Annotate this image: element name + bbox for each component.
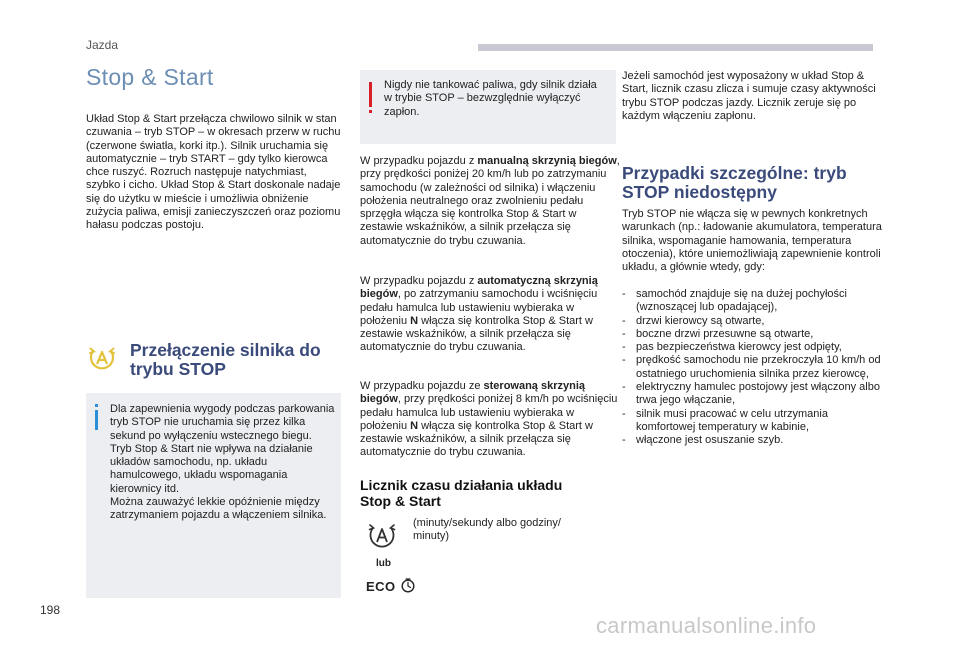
- stop-start-indicator-icon: [367, 521, 397, 549]
- list-item: - samochód znajduje się na dużej pochyłości (wznoszącej lub opadającej),: [622, 288, 884, 315]
- section-label: Jazda: [86, 38, 119, 52]
- intro-paragraph: Układ Stop & Start przełącza chwilowo silnik w stan czuwania – tryb STOP – w okresach przerw w ruchu (czerwone światła, korki itp.). Silnik uruchamia się automatycznie – tryb START – gdy tylko kierowca chce ruszyć. Rozruch następuje natychmiast, szybko i cicho. Układ Stop & Start doskonale nadaje się do użytku w mieście i umożliwia obniżenie zużycia paliwa, emisji zanieczyszczeń oraz poziomu hałasu podczas postoju.: [86, 113, 341, 232]
- manual-post: , przy prędkości poniżej 20 km/h lub po zatrzymaniu samochodu (w zależności od silnika) i włączeniu położenia neutralnego oraz zwolnieniu pedału sprzęgła włącza się kontrolka Stop & Start w zestawie wskaźników, a silnik przełącza się automatycznie do trybu czuwania.: [360, 155, 620, 247]
- eco-label: ECO: [366, 579, 396, 594]
- list-item: - elektryczny hamulec postojowy jest włączony albo trwa jego włączanie,: [622, 381, 884, 408]
- counter-heading: [360, 478, 622, 509]
- info-box-text: [110, 403, 338, 523]
- info-box: [86, 393, 341, 598]
- eco-clock-icon: [400, 578, 416, 593]
- special-cases-heading: [622, 164, 892, 202]
- stop-mode-heading: [130, 341, 350, 379]
- robot-post: włącza się kontrolka Stop & Start w zestawie wskaźników, a silnik przełącza się automatycznie do trybu czuwania.: [360, 419, 593, 459]
- manual-gearbox-paragraph: [360, 155, 622, 248]
- robotized-gearbox-paragraph: [360, 380, 622, 460]
- info-paragraph-3: Można zauważyć lekkie opóźnienie między zatrzymaniem pojazdu a włączeniem silnika.: [110, 496, 327, 522]
- watermark: carmanualsonline.info: [596, 613, 817, 638]
- conditions-list: [622, 288, 884, 448]
- info-icon-dot: [95, 404, 98, 407]
- auto-pre: W przypadku pojazdu z: [360, 275, 478, 287]
- robot-n: N: [410, 419, 419, 432]
- robot-pre: W przypadku pojazdu ze: [360, 380, 484, 392]
- manual-bold: manualną skrzynią biegów: [477, 155, 617, 167]
- special-cases-heading-line1: Przypadki szczególne: tryb: [622, 163, 847, 183]
- info-paragraph-2: Tryb Stop & Start nie wpływa na działanie układów samochodu, np. układu hamulcowego, układu wspomagania kierownicy itd.: [110, 442, 313, 495]
- stop-mode-heading-line2: trybu STOP: [130, 359, 226, 379]
- info-icon-bar: [95, 410, 98, 430]
- list-item: - drzwi kierowcy są otwarte,: [622, 315, 884, 328]
- counter-units-text: (minuty/sekundy albo godziny/ minuty): [413, 517, 561, 543]
- auto-n: N: [410, 314, 419, 327]
- auto-mid: , po zatrzymaniu samochodu i wciśnięciu pedału hamulca lub ustawieniu wybieraka w położeniu: [360, 288, 598, 327]
- list-item: - boczne drzwi przesuwne są otwarte,: [622, 328, 884, 341]
- list-item: - włączone jest osuszanie szyb.: [622, 434, 884, 447]
- manual-pre: W przypadku pojazdu z: [360, 155, 478, 167]
- special-cases-heading-line2: STOP niedostępny: [622, 182, 777, 202]
- counter-description: Jeżeli samochód jest wyposażony w układ Stop & Start, licznik czasu zlicza i sumuje czasy aktywności trybu STOP podczas jazdy. Licznik zeruje się po każdym włączeniu zapłonu.: [622, 70, 876, 122]
- warning-box: [360, 70, 616, 144]
- info-paragraph-1: Dla zapewnienia wygody podczas parkowania tryb STOP nie uruchamia się przez kilka sekund po wyłączeniu wstecznego biegu.: [110, 403, 335, 442]
- list-item: - pas bezpieczeństwa kierowcy jest odpięty,: [622, 341, 884, 354]
- eco-indicator: [366, 578, 416, 594]
- page-number: 198: [40, 603, 61, 617]
- counter-heading-line2: Stop & Start: [360, 492, 441, 509]
- automatic-gearbox-paragraph: [360, 275, 622, 355]
- list-item: - silnik musi pracować w celu utrzymania komfortowej temperatury w kabinie,: [622, 408, 884, 435]
- page-title: Stop & Start: [86, 64, 214, 90]
- auto-bold: automatyczną skrzynią biegów: [360, 275, 598, 301]
- special-cases-intro: Tryb STOP nie włącza się w pewnych konkretnych warunkach (np.: ładowanie akumulatora, temperatura silnika, wspomaganie hamowania, temperatura otoczenia), które uniemożliwiają zapewnienie kontroli układu, a głównie wtedy, gdy:: [622, 208, 882, 274]
- warning-icon-bar: [369, 82, 372, 107]
- warning-icon-dot: [369, 110, 372, 113]
- counter-heading-line1: Licznik czasu działania układu: [360, 477, 563, 493]
- list-item: - prędkość samochodu nie przekroczyła 10 km/h od ostatniego uruchomienia silnika przez kierowcę,: [622, 354, 884, 381]
- or-label: lub: [376, 558, 391, 569]
- robot-bold: sterowaną skrzynią biegów: [360, 380, 586, 406]
- auto-post: włącza się kontrolka Stop & Start w zestawie wskaźników, a silnik przełącza się automatycznie do trybu czuwania.: [360, 314, 593, 354]
- stop-mode-icon: [88, 345, 116, 371]
- stop-mode-heading-line1: Przełączenie silnika do: [130, 340, 321, 360]
- header-bar: [478, 44, 873, 51]
- warning-text: Nigdy nie tankować paliwa, gdy silnik działa w trybie STOP – bezwzględnie wyłączyć zapłon.: [384, 79, 597, 118]
- robot-mid: , przy prędkości poniżej 8 km/h po wciśnięciu pedału hamulca lub ustawieniu wybieraka w położeniu: [360, 393, 618, 432]
